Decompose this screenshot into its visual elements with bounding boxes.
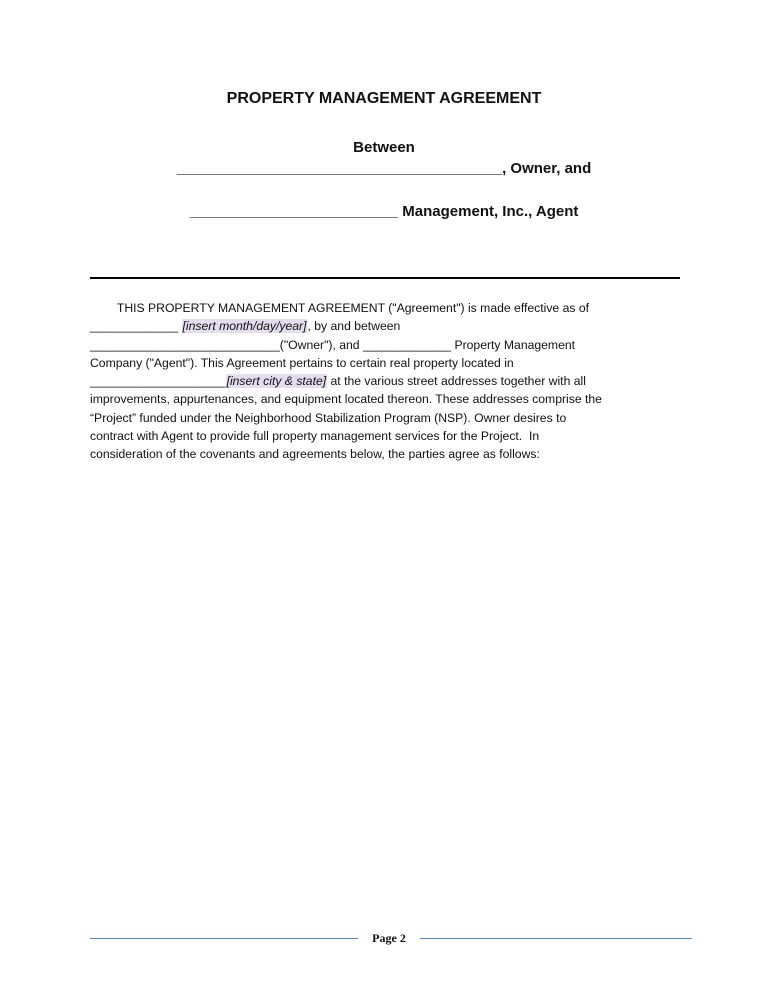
body-line-3: ____________________________("Owner"), and _____________ Property Management [90,337,576,352]
body-line-2-blank: _____________ [90,319,182,334]
body-line-7: “Project” funded under the Neighborhood Stabilization Program (NSP). Owner desires to [90,410,567,425]
body-line-2-rest: , by and between [307,319,401,334]
page-title: PROPERTY MANAGEMENT AGREEMENT [226,90,542,107]
footer-rule-left [90,938,358,939]
agreement-paragraph [90,299,680,464]
section-divider [90,277,680,279]
body-line-9: consideration of the covenants and agreements below, the parties agree as follows: [90,447,540,462]
agent-party-line: _________________________ Management, Inc., Agent [189,203,579,220]
location-placeholder-field[interactable]: [insert city & state] [226,374,327,389]
body-line-4: Company ("Agent"). This Agreement pertains to certain real property located in [90,355,514,370]
page-number: Page 2 [372,931,406,945]
body-line-6: improvements, appurtenances, and equipment located thereon. These addresses comprise the [90,392,602,407]
body-line-1: THIS PROPERTY MANAGEMENT AGREEMENT ("Agreement") is made effective as of [90,301,590,315]
body-line-5-rest: at the various street addresses together with all [327,374,586,389]
owner-party-line: _______________________________________, Owner, and [176,160,592,177]
body-line-8: contract with Agent to provide full property management services for the Project. In [90,429,540,444]
date-placeholder-field[interactable]: [insert month/day/year] [182,319,307,334]
body-line-5-blank: ____________________ [90,374,226,389]
footer-rule-right [420,938,692,939]
between-heading: Between [353,139,415,156]
